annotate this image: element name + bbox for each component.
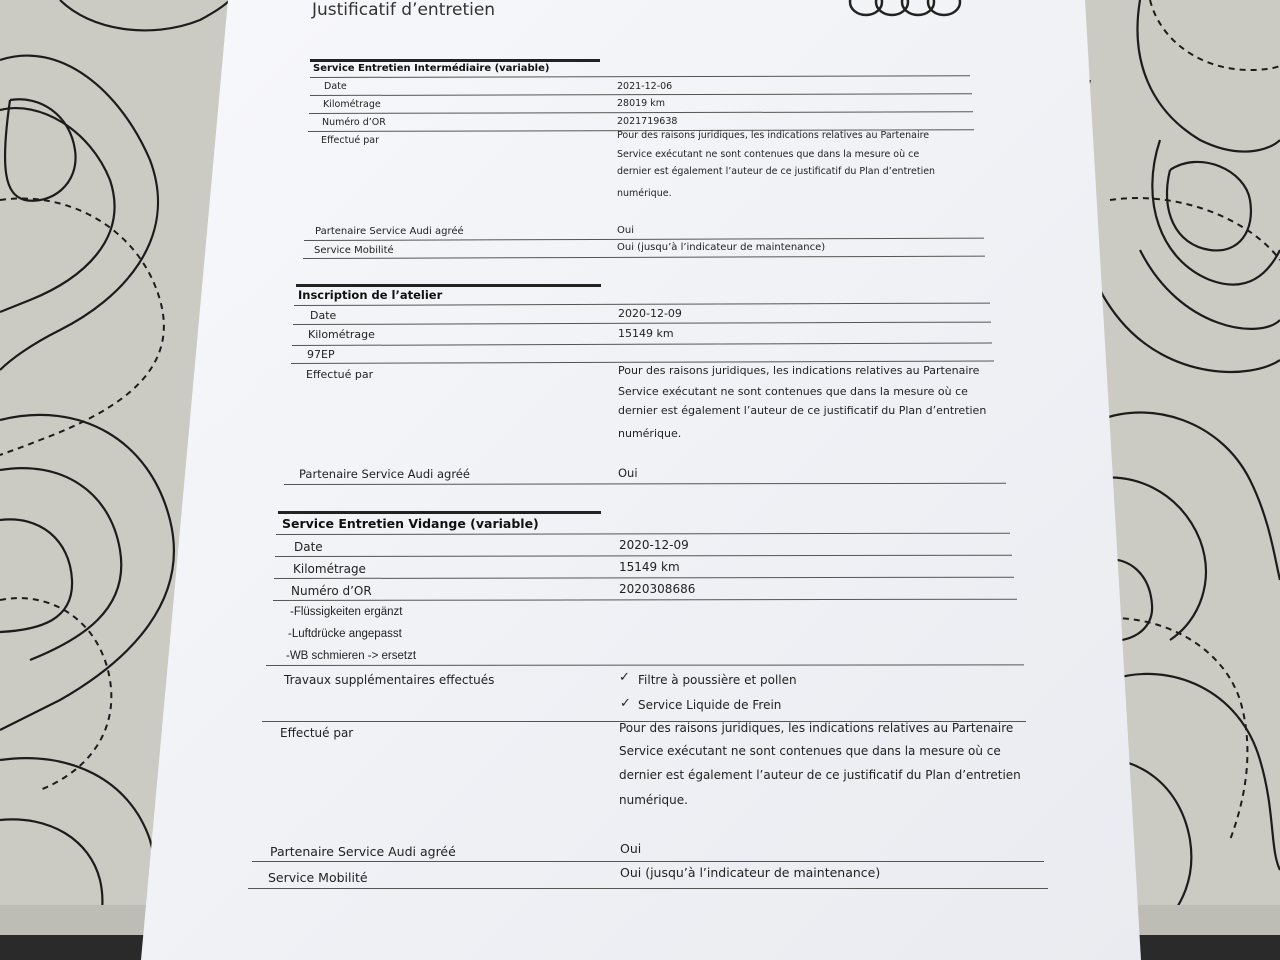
section3-note-3: -WB schmieren -> ersetzt xyxy=(286,650,417,662)
section3-performed-by-line-1: Pour des raisons juridiques, les indications relatives au Partenaire xyxy=(619,721,1014,735)
section1-performed-by-line-4: numérique. xyxy=(617,188,672,199)
section1-date-label: Date xyxy=(324,81,347,92)
section1-mileage-value: 28019 km xyxy=(617,98,665,109)
section1-performed-by-line-3: dernier est également l’auteur de ce justificatif du Plan d’entretien xyxy=(617,166,936,177)
section1-mobility-value: Oui (jusqu’à l’indicateur de maintenance) xyxy=(617,242,826,253)
section3-extra-work-item-2: Service Liquide de Frein xyxy=(638,698,782,712)
section3-performed-by-line-4: numérique. xyxy=(619,793,688,807)
section3-mobility-value: Oui (jusqu’à l’indicateur de maintenance) xyxy=(620,865,881,880)
section2-partner-value: Oui xyxy=(618,466,638,480)
section2-performed-by-line-4: numérique. xyxy=(618,427,682,440)
section1-mileage-label: Kilométrage xyxy=(323,99,381,110)
document-title: Justificatif d’entretien xyxy=(312,0,496,20)
section3-heading: Service Entretien Vidange (variable) xyxy=(282,516,539,531)
section1-performed-by-label: Effectué par xyxy=(321,135,379,146)
section3-partner-label: Partenaire Service Audi agréé xyxy=(270,844,456,859)
section3-mileage-value: 15149 km xyxy=(619,560,680,574)
section1-mobility-label: Service Mobilité xyxy=(314,245,394,256)
check-icon: ✓ xyxy=(619,670,630,685)
section2-date-label: Date xyxy=(310,309,337,322)
check-icon: ✓ xyxy=(620,696,631,711)
section3-partner-value: Oui xyxy=(620,841,642,856)
section2-performed-by-line-2: Service exécutant ne sont contenues que dans la mesure où ce xyxy=(618,385,968,398)
section3-or-number-value: 2020308686 xyxy=(619,582,696,596)
section3-performed-by-line-3: dernier est également l’auteur de ce justificatif du Plan d’entretien xyxy=(619,768,1021,782)
section2-date-value: 2020-12-09 xyxy=(618,307,682,320)
section2-performed-by-line-1: Pour des raisons juridiques, les indications relatives au Partenaire xyxy=(618,364,980,377)
section3-note-2: -Luftdrücke angepasst xyxy=(288,628,402,640)
section1-or-number-label: Numéro d’OR xyxy=(322,117,386,128)
audi-rings-logo xyxy=(846,0,966,18)
section1-or-number-value: 2021719638 xyxy=(617,116,678,127)
section2-performed-by-line-3: dernier est également l’auteur de ce justificatif du Plan d’entretien xyxy=(618,404,987,417)
section1-heading: Service Entretien Intermédiaire (variable) xyxy=(313,63,550,74)
section1-partner-value: Oui xyxy=(617,225,634,236)
section2-mileage-value: 15149 km xyxy=(618,327,674,340)
section1-date-value: 2021-12-06 xyxy=(617,81,673,92)
section3-mobility-label: Service Mobilité xyxy=(268,870,368,885)
section3-date-label: Date xyxy=(294,540,323,554)
section1-performed-by-line-2: Service exécutant ne sont contenues que dans la mesure où ce xyxy=(617,149,920,160)
section2-performed-by-label: Effectué par xyxy=(306,368,374,381)
section3-mileage-label: Kilométrage xyxy=(293,562,366,576)
section2-partner-label: Partenaire Service Audi agréé xyxy=(299,467,470,481)
section3-note-1: -Flüssigkeiten ergänzt xyxy=(290,606,403,618)
section3-performed-by-label: Effectué par xyxy=(280,726,354,740)
section3-performed-by-line-2: Service exécutant ne sont contenues que dans la mesure où ce xyxy=(619,744,1001,758)
section3-date-value: 2020-12-09 xyxy=(619,538,689,552)
section1-performed-by-line-1: Pour des raisons juridiques, les indications relatives au Partenaire xyxy=(617,130,930,141)
section3-or-number-label: Numéro d’OR xyxy=(291,584,372,598)
section3-extra-work-label: Travaux supplémentaires effectués xyxy=(284,673,495,687)
section1-partner-label: Partenaire Service Audi agréé xyxy=(315,226,464,237)
section2-code-label: 97EP xyxy=(307,348,335,361)
section2-heading: Inscription de l’atelier xyxy=(298,288,443,302)
section3-extra-work-item-1: Filtre à poussière et pollen xyxy=(638,673,797,687)
section2-mileage-label: Kilométrage xyxy=(308,328,375,341)
